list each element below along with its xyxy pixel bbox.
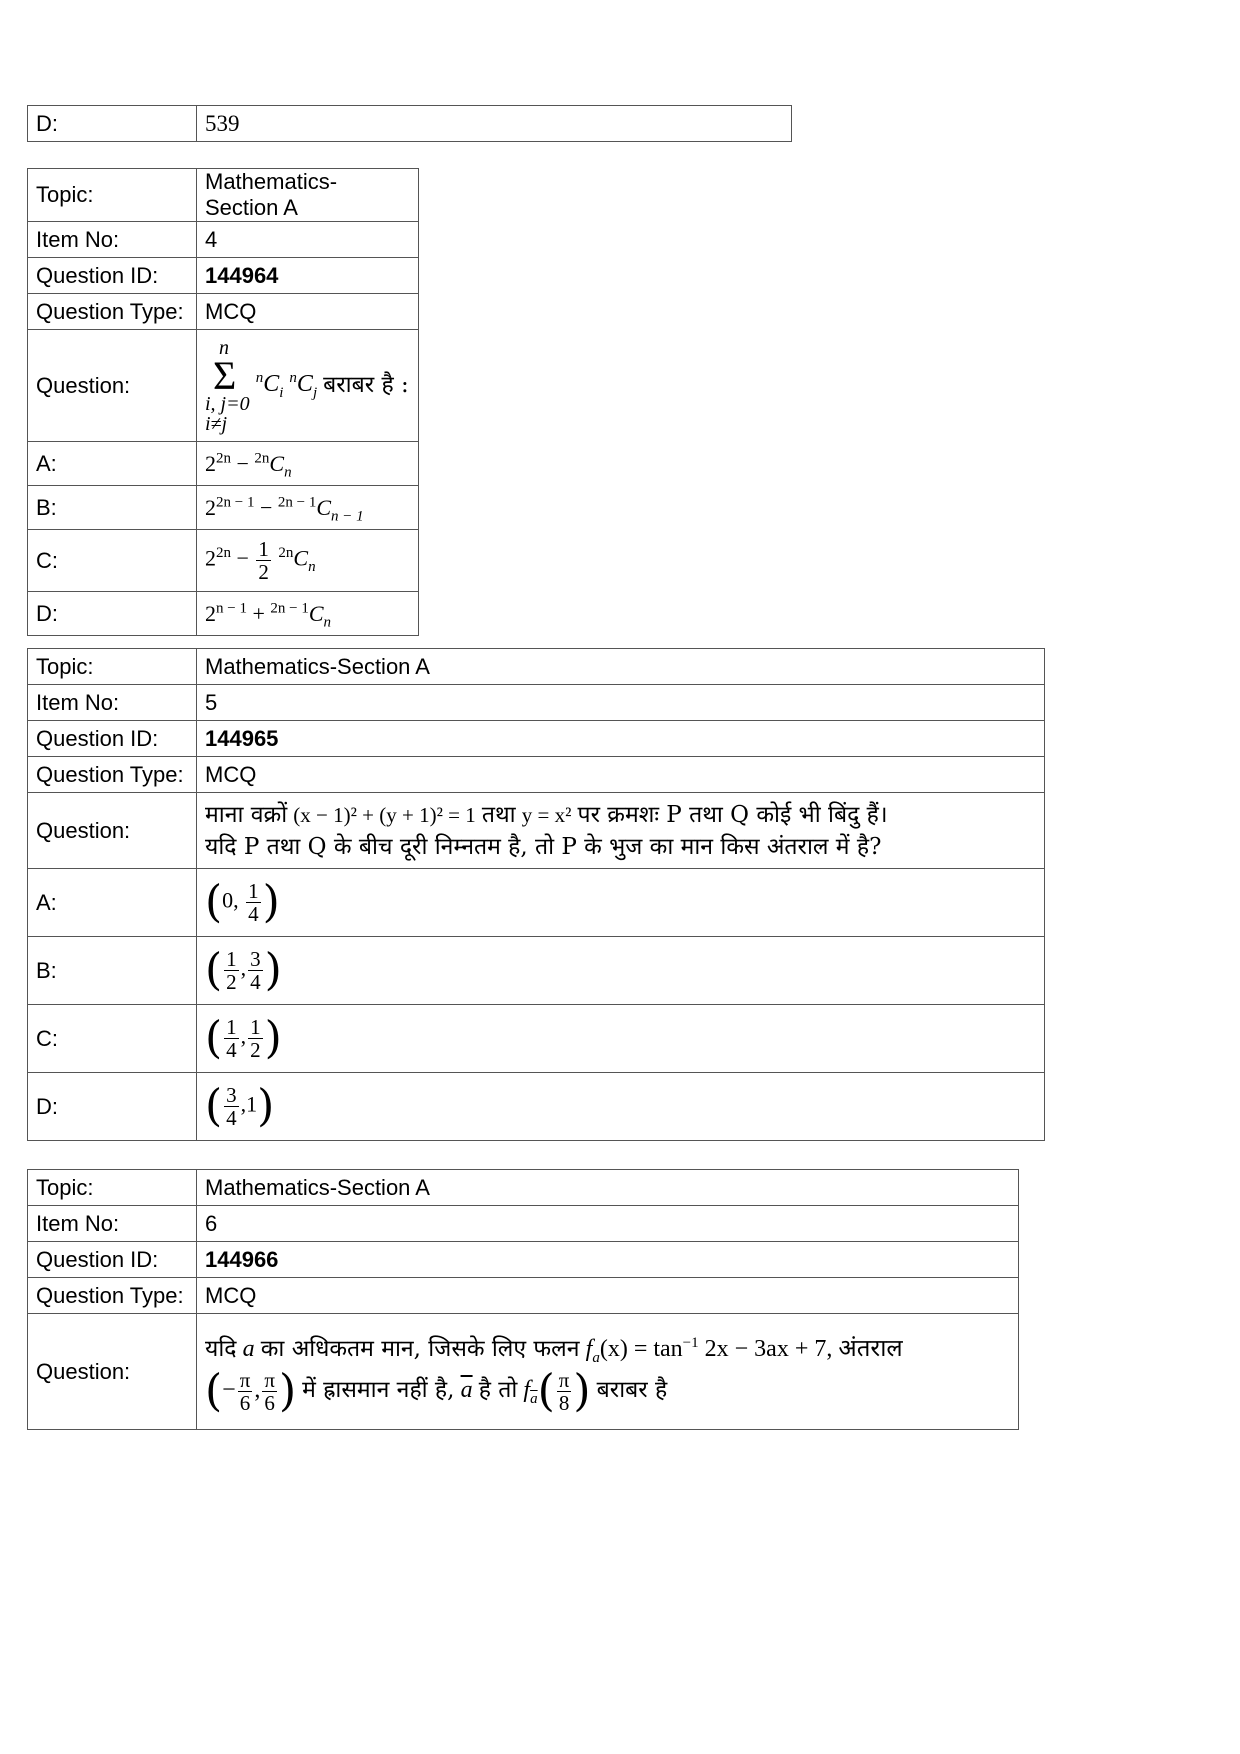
question-id-label: Question ID: bbox=[28, 721, 197, 757]
option-a-value: (0, $\frac{1}{4}$ ) bbox=[197, 869, 1045, 937]
sum-condition: i≠j bbox=[205, 412, 228, 435]
question-text-line2: यदि P तथा Q के बीच दूरी निम्नतम है, तो P के भुज का मान किस अंतराल में है? bbox=[205, 833, 882, 860]
option-a-label: A: bbox=[28, 869, 197, 937]
question-type-label: Question Type: bbox=[28, 294, 197, 330]
topic-label: Topic: bbox=[28, 649, 197, 685]
prev-option-table bbox=[27, 105, 792, 142]
topic-value: Mathematics-Section A bbox=[197, 649, 1045, 685]
item-value: 5 bbox=[197, 685, 1045, 721]
combination-product: $^nC_i$ $^nC_j$ bbox=[255, 370, 318, 402]
item-label: Item No: bbox=[28, 685, 197, 721]
option-value: 539 bbox=[197, 106, 792, 142]
question-id-value: 144966 bbox=[197, 1242, 1019, 1278]
sum-lower-limit: i, j=0 bbox=[205, 392, 250, 415]
question-type-value: MCQ bbox=[197, 1278, 1019, 1314]
topic-value: Mathematics-Section A bbox=[197, 169, 419, 222]
question-content: माना वक्रों (x − 1)² + (y + 1)² = 1 तथा y = x² पर क्रमशः P तथा Q कोई भी बिंदु हैं। यदि P तथा Q के बीच दूरी निम्नतम है, तो P के भुज का मान किस अंतराल में है? bbox=[197, 793, 1045, 869]
option-b-value: $2^{2n - 1} - ^{2n - 1}C_{n - 1}$ bbox=[197, 486, 419, 530]
topic-label: Topic: bbox=[28, 1170, 197, 1206]
summation: n Σ i, j=0 i≠j bbox=[205, 336, 250, 435]
option-d-label: D: bbox=[28, 592, 197, 636]
option-c-label: C: bbox=[28, 530, 197, 592]
option-c-value: $2^{2n}$ − $\frac{1}{2}$ $^{2n}C_n$ bbox=[197, 530, 419, 592]
option-b-label: B: bbox=[28, 486, 197, 530]
option-c-label: C: bbox=[28, 1005, 197, 1073]
question-label: Question: bbox=[28, 330, 197, 442]
interval: (− $\frac{\pi}{6}$ , $\frac{\pi}{6}$ ) bbox=[205, 1365, 297, 1417]
option-c-value: ( $\frac{1}{4}$ , $\frac{1}{2}$ ) bbox=[197, 1005, 1045, 1073]
item-value: 6 bbox=[197, 1206, 1019, 1242]
item-label: Item No: bbox=[28, 222, 197, 258]
question-text: बराबर है : bbox=[323, 371, 409, 398]
question-type-value: MCQ bbox=[197, 757, 1045, 793]
question-content bbox=[197, 330, 419, 442]
circle-equation: (x − 1)² + (y + 1)² = 1 bbox=[293, 802, 476, 827]
function-definition: $f_a(x) = \tan^{-1} 2x - 3ax + 7$, अंतराल bbox=[585, 1335, 903, 1366]
topic-label: Topic: bbox=[28, 169, 197, 222]
question-id-value: 144965 bbox=[197, 721, 1045, 757]
option-label: D: bbox=[28, 106, 197, 142]
question-table-4 bbox=[27, 168, 419, 636]
question-id-label: Question ID: bbox=[28, 258, 197, 294]
question-content: यदि a का अधिकतम मान, जिसके लिए फलन $f_a(x) = \tan^{-1} 2x - 3ax + 7$, अंतराल (− $\frac{\pi}{6}$ , $\frac{\pi}{6}$ ) में ह्रासमान नहीं है, $\overline{a}$ है तो $f_{\overline{a}}$( $\frac{\pi}{8}$ ) बराबर है bbox=[197, 1314, 1019, 1430]
option-a-value: $2^{2n} - ^{2n}C_n$ bbox=[197, 442, 419, 486]
question-label: Question: bbox=[28, 793, 197, 869]
option-d-value: $2^{n - 1} + ^{2n - 1}C_n$ bbox=[197, 592, 419, 636]
question-id-label: Question ID: bbox=[28, 1242, 197, 1278]
question-table-5 bbox=[27, 648, 1045, 1141]
question-type-label: Question Type: bbox=[28, 757, 197, 793]
question-label: Question: bbox=[28, 1314, 197, 1430]
item-label: Item No: bbox=[28, 1206, 197, 1242]
sum-upper-limit: n bbox=[219, 336, 229, 359]
option-d-label: D: bbox=[28, 1073, 197, 1141]
option-b-value: ( $\frac{1}{2}$ , $\frac{3}{4}$ ) bbox=[197, 937, 1045, 1005]
option-d-value: ( $\frac{3}{4}$ ,1) bbox=[197, 1073, 1045, 1141]
question-type-value: MCQ bbox=[197, 294, 419, 330]
option-a-label: A: bbox=[28, 442, 197, 486]
option-b-label: B: bbox=[28, 937, 197, 1005]
parabola-equation: y = x² bbox=[521, 802, 572, 827]
item-value: 4 bbox=[197, 222, 419, 258]
topic-value: Mathematics-Section A bbox=[197, 1170, 1019, 1206]
question-table-6 bbox=[27, 1169, 1019, 1430]
question-id-value: 144964 bbox=[197, 258, 419, 294]
function-value: $f_{\overline{a}}$( $\frac{\pi}{8}$ ) bbox=[523, 1365, 591, 1417]
question-type-label: Question Type: bbox=[28, 1278, 197, 1314]
